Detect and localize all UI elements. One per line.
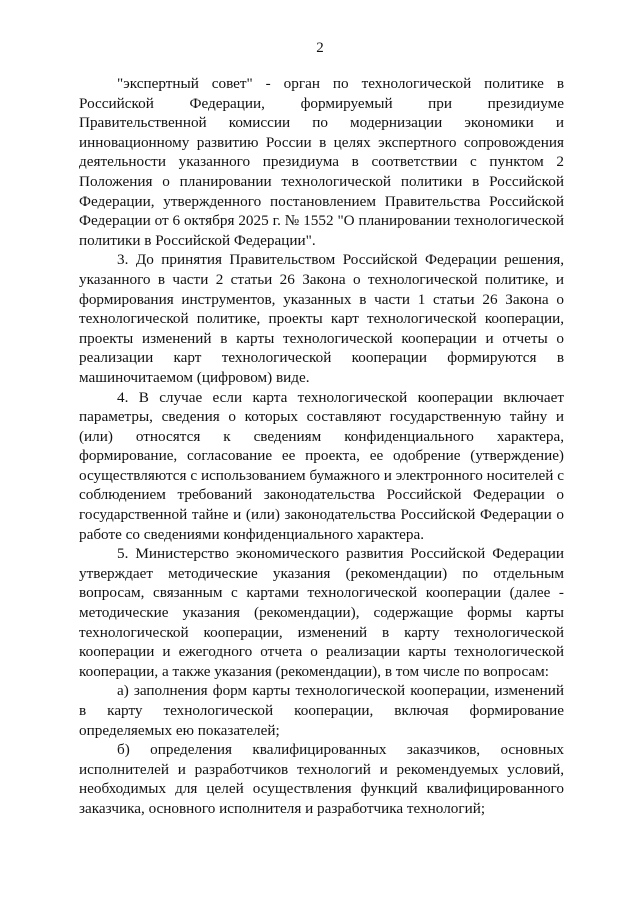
paragraph-5-item-b: б) определения квалифицированных заказчиков, основных исполнителей и разработчиков технологий и рекомендуемых условий, необходимых для целей осуществления функций квалифицированного заказчика, основного исполнителя и разработчика технологий; [79, 741, 564, 817]
page-number: 2 [316, 40, 324, 56]
paragraph-3: 3. До принятия Правительством Российской Федерации решения, указанного в части 2 статьи 26 Закона о технологической политике, и формирования инструментов, указанных в части 1 статьи 26 Закона о технологической политике, проекты карт технологической кооперации, проекты изменений в карты технологической кооперации и отчеты о реализации карт технологической кооперации формируются в машиночитаемом (цифровом) виде. [79, 251, 564, 386]
document-body [79, 74, 564, 819]
paragraph-4: 4. В случае если карта технологической кооперации включает параметры, сведения о которых составляют государственную тайну и (или) относятся к сведениям конфиденциального характера, формирование, согласование ее проекта, ее одобрение (утверждение) осуществляются с использованием бумажного и электронного носителей с соблюдением требований законодательства Российской Федерации о государственной тайне и (или) законодательства Российской Федерации о работе со сведениями конфиденциального характера. [79, 388, 564, 543]
paragraph-5: 5. Министерство экономического развития Российской Федерации утверждает методические указания (рекомендации) по отдельным вопросам, связанным с картами технологической кооперации (далее - методические указания (рекомендации), содержащие формы карты технологической кооперации, изменений в карту технологической кооперации и ежегодного отчета о реализации карты технологической кооперации, а также указания (рекомендации), в том числе по вопросам: [79, 545, 564, 680]
paragraph-5-item-a: а) заполнения форм карты технологической кооперации, изменений в карту технологической кооперации, включая формирование определяемых ею показателей; [79, 682, 564, 739]
paragraph-expert-council-definition: "экспертный совет" - орган по технологической политике в Российской Федерации, формируемый при президиуме Правительственной комиссии по модернизации экономики и инновационному развитию России в целях экспертного сопровождения деятельности указанного президиума в соответствии с пунктом 2 Положения о планировании технологической политики в Российской Федерации, утвержденного постановлением Правительства Российской Федерации от 6 октября 2025 г. № 1552 "О планировании технологической политики в Российской Федерации". [79, 75, 564, 249]
